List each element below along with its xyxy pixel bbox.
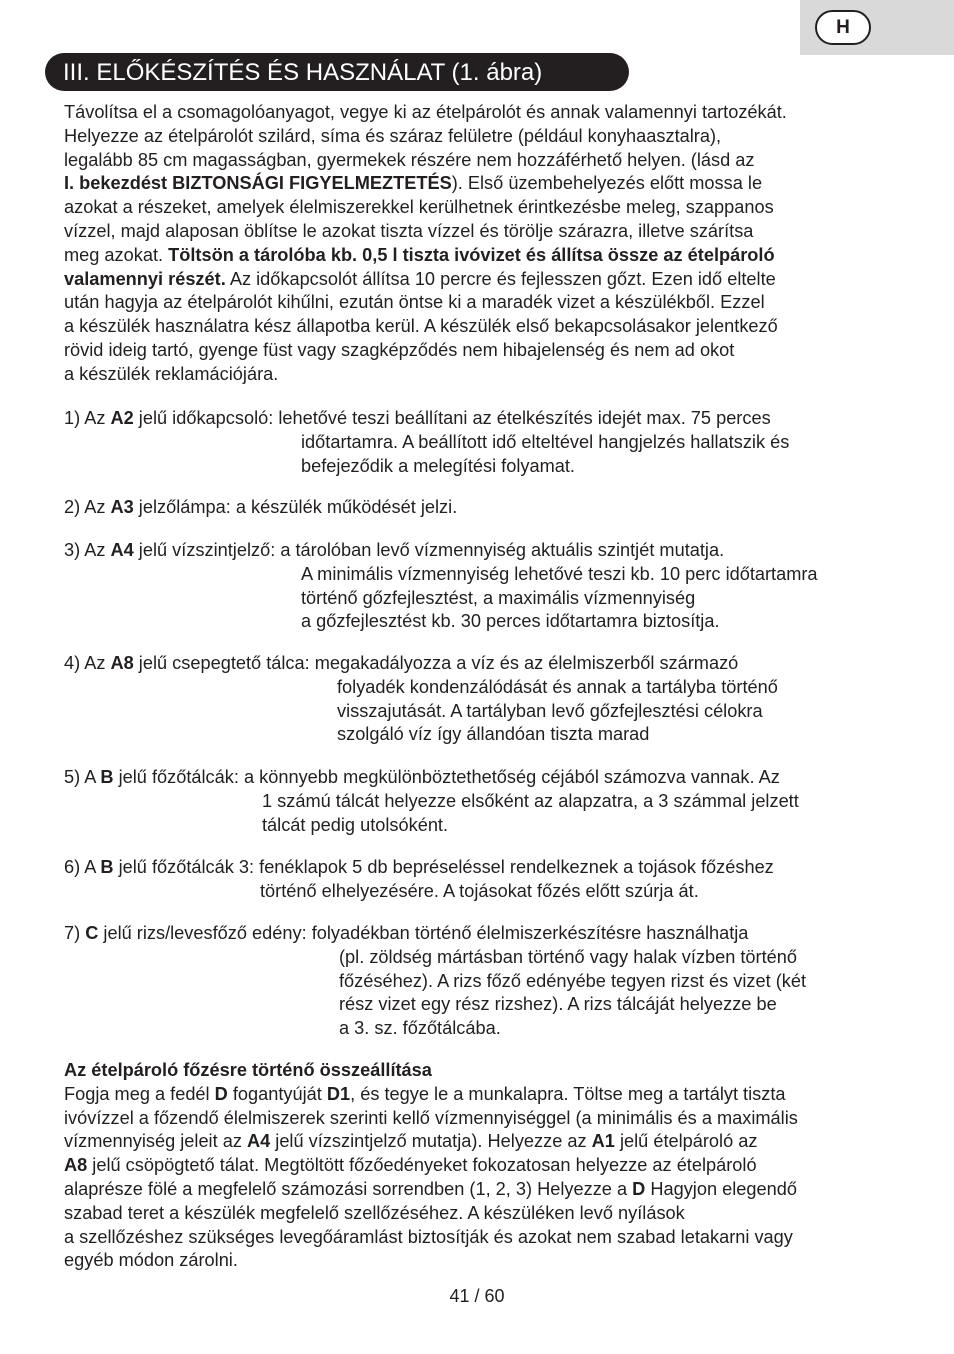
assembly-line: szabad teret a készülék megfelelő szellőzéséhez. A készüléken levő nyílások <box>64 1202 685 1223</box>
part-code: A8 <box>110 653 134 673</box>
safety-reference: I. bekezdést BIZTONSÁGI FIGYELMEZTETÉS <box>64 173 452 194</box>
intro-line: legalább 85 cm magasságban, gyermekek részére nem hozzáférhető helyen. (lásd az <box>64 149 755 170</box>
assembly-section <box>64 1059 798 1273</box>
feature-item-4: 4) Az A8 jelű csepegtető tálca: megakadályozza a víz és az élelmiszerből származó folyadék kondenzálódását és annak a tartályba történő visszajutását. A tartályban levő gőzfejlesztési célokra szolgáló víz így állandóan tiszta marad <box>64 653 778 745</box>
intro-line: vízzel, majd alaposan öblítse le azokat tiszta vízzel és törölje szárazra, illetve szárítsa <box>64 220 754 241</box>
assembly-line: A8 jelű csöpögtető tálat. Megtöltött főzőedényeket fokozatosan helyezze az ételpároló <box>64 1155 757 1176</box>
assembly-line: Fogja meg a fedél D fogantyúját D1, és tegye le a munkalapra. Töltse meg a tartályt tiszta <box>64 1083 786 1104</box>
part-code: A2 <box>110 408 134 428</box>
assembly-line: ivóvízzel a főzendő élelmiszerek szerinti kellő vízmennyiséggel (a minimális és a maximális <box>64 1107 798 1128</box>
intro-line: után hagyja az ételpárolót kihűlni, ezután öntse ki a maradék vizet a készülékből. Ezzel <box>64 292 765 313</box>
intro-line: I. bekezdést BIZTONSÁGI FIGYELMEZTETÉS). Első üzembehelyezés előtt mossa le <box>64 173 763 194</box>
assembly-line: a szellőzéshez szükséges levegőáramlást biztosítják és azokat nem szabad letakarni vagy <box>64 1226 793 1247</box>
language-badge: H <box>815 10 871 45</box>
intro-line: a készülék reklamációjára. <box>64 363 279 384</box>
fill-instruction: Töltsön a tárolóba kb. 0,5 l tiszta ivóvizet és állítsa össze az ételpároló <box>168 244 775 265</box>
feature-item-2: 2) Az A3 jelzőlámpa: a készülék működését jelzi. <box>64 497 458 517</box>
part-code: C <box>85 923 99 943</box>
intro-line: a készülék használatra kész állapotba kerül. A készülék első bekapcsolásakor jelentkező <box>64 316 778 337</box>
intro-line: valamennyi részét. Az időkapcsolót állítsa 10 percre és fejlesszen gőzt. Ezen idő eltelte <box>64 268 776 289</box>
feature-item-3: 3) Az A4 jelű vízszintjelző: a tárolóban levő vízmennyiség aktuális szintjét mutatja. A minimális vízmennyiség lehetővé teszi kb. 10 perc időtartamra történő gőzfejlesztést, a maximális vízmennyiség a gőzfejlesztést kb. 30 perces időtartamra biztosítja. <box>64 540 818 632</box>
page-number: 41 / 60 <box>449 1286 505 1306</box>
intro-line: azokat a részeket, amelyek élelmiszerekkel kerülhetnek érintkezésbe meleg, szappanos <box>64 197 774 218</box>
assembly-line: vízmennyiség jeleit az A4 jelű vízszintjelző mutatja). Helyezze az A1 jelű ételpároló az <box>64 1131 758 1152</box>
intro-line: meg azokat. Töltsön a tárolóba kb. 0,5 l tiszta ivóvizet és állítsa össze az ételpároló <box>64 244 775 265</box>
part-code: B <box>100 767 114 787</box>
intro-line: rövid ideig tartó, gyenge füst vagy szagképződés nem hibajelenség és nem ad okot <box>64 339 735 360</box>
section-title: III. ELŐKÉSZÍTÉS ÉS HASZNÁLAT (1. ábra) <box>45 53 629 91</box>
intro-line: Helyezze az ételpárolót szilárd, síma és száraz felületre (például konyhaasztalra), <box>64 125 722 146</box>
feature-item-5: 5) A B jelű főzőtálcák: a könnyebb megkülönböztethetőség céjából számozva vannak. Az 1 számú tálcát helyezze elsőként az alapzatra, a 3 számmal jelzett tálcát pedig utolsóként. <box>64 767 799 835</box>
feature-item-6: 6) A B jelű főzőtálcák 3: fenéklapok 5 db bepréseléssel rendelkeznek a tojások főzéshez történő elhelyezésére. A tojásokat főzés előtt szúrja át. <box>64 857 774 901</box>
fill-instruction: valamennyi részét. <box>64 268 226 289</box>
assembly-line: alaprésze fölé a megfelelő számozási sorrendben (1, 2, 3) Helyezze a D Hagyjon elegendő <box>64 1178 797 1199</box>
intro-line: Távolítsa el a csomagolóanyagot, vegye ki az ételpárolót és annak valamennyi tartozékát. <box>64 102 787 122</box>
part-code: B <box>100 857 114 877</box>
assembly-line: egyéb módon zárolni. <box>64 1250 238 1271</box>
feature-item-7: 7) C jelű rizs/levesfőző edény: folyadékban történő élelmiszerkészítésre használhatja (pl. zöldség mártásban történő vagy halak vízben történő főzéséhez). A rizs főző edényébe tegyen rizst és vizet (két rész vizet egy rész rizshez). A rizs tálcáját helyezze be a 3. sz. főzőtálcába. <box>64 923 807 1039</box>
part-code: A4 <box>110 540 134 560</box>
intro-paragraph <box>64 101 787 387</box>
feature-item-1: 1) Az A2 jelű időkapcsoló: lehetővé teszi beállítani az ételkészítés idejét max. 75 perces időtartamra. A beállított idő elteltével hangjelzés hallatszik és befejeződik a melegítési folyamat. <box>64 408 790 476</box>
assembly-heading: Az ételpároló főzésre történő összeállítása <box>64 1060 432 1080</box>
part-code: A3 <box>110 497 134 517</box>
